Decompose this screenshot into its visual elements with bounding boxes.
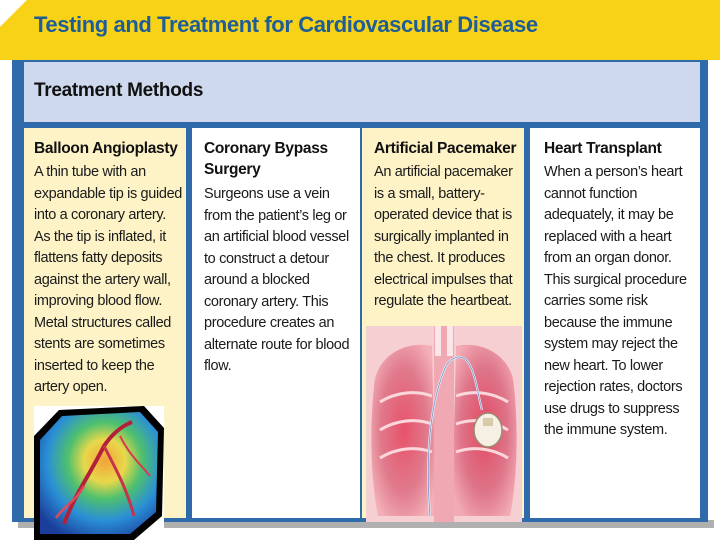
section-header: [24, 62, 700, 122]
angiogram-illustration: [34, 406, 164, 540]
page-title: Testing and Treatment for Cardiovascular Disease: [34, 12, 538, 37]
column-heading: Heart Transplant: [544, 140, 662, 157]
column-body: Surgeons use a vein from the patient’s leg or an artificial blood vessel to construct a detour around a blocked coronary artery. This procedure creates an alternate route for blood flow.: [204, 186, 350, 374]
column-heading: Coronary Bypass Surgery: [204, 140, 328, 178]
angiogram-image: [34, 406, 164, 540]
section-title: Treatment Methods: [34, 80, 204, 101]
column-heading: Artificial Pacemaker: [374, 140, 517, 157]
chest-xray-illustration: [366, 326, 522, 522]
chest-xray-image: [366, 326, 522, 522]
column-body: An artificial pacemaker is a small, battery-operated device that is surgically implanted in the chest. It produces electrical impulses that regulate the heartbeat.: [374, 164, 513, 309]
page-fold-corner: [0, 0, 28, 60]
column-heading: Balloon Angioplasty: [34, 140, 178, 157]
column-heart-transplant: [530, 128, 700, 518]
column-coronary-bypass: [192, 128, 360, 518]
column-body: A thin tube with an expandable tip is guided into a coronary artery. As the tip is inflated, it flattens fatty deposits against the artery wall, improving blood flow. Metal structures called stents are sometimes inserted to keep the artery open.: [34, 164, 182, 395]
column-body: When a person’s heart cannot function adequately, it may be replaced with a heart from an organ donor. This surgical procedure carries some risk because the immune system may reject the new heart. To lower rejection rates, doctors use drugs to suppress the immune system.: [544, 164, 687, 438]
